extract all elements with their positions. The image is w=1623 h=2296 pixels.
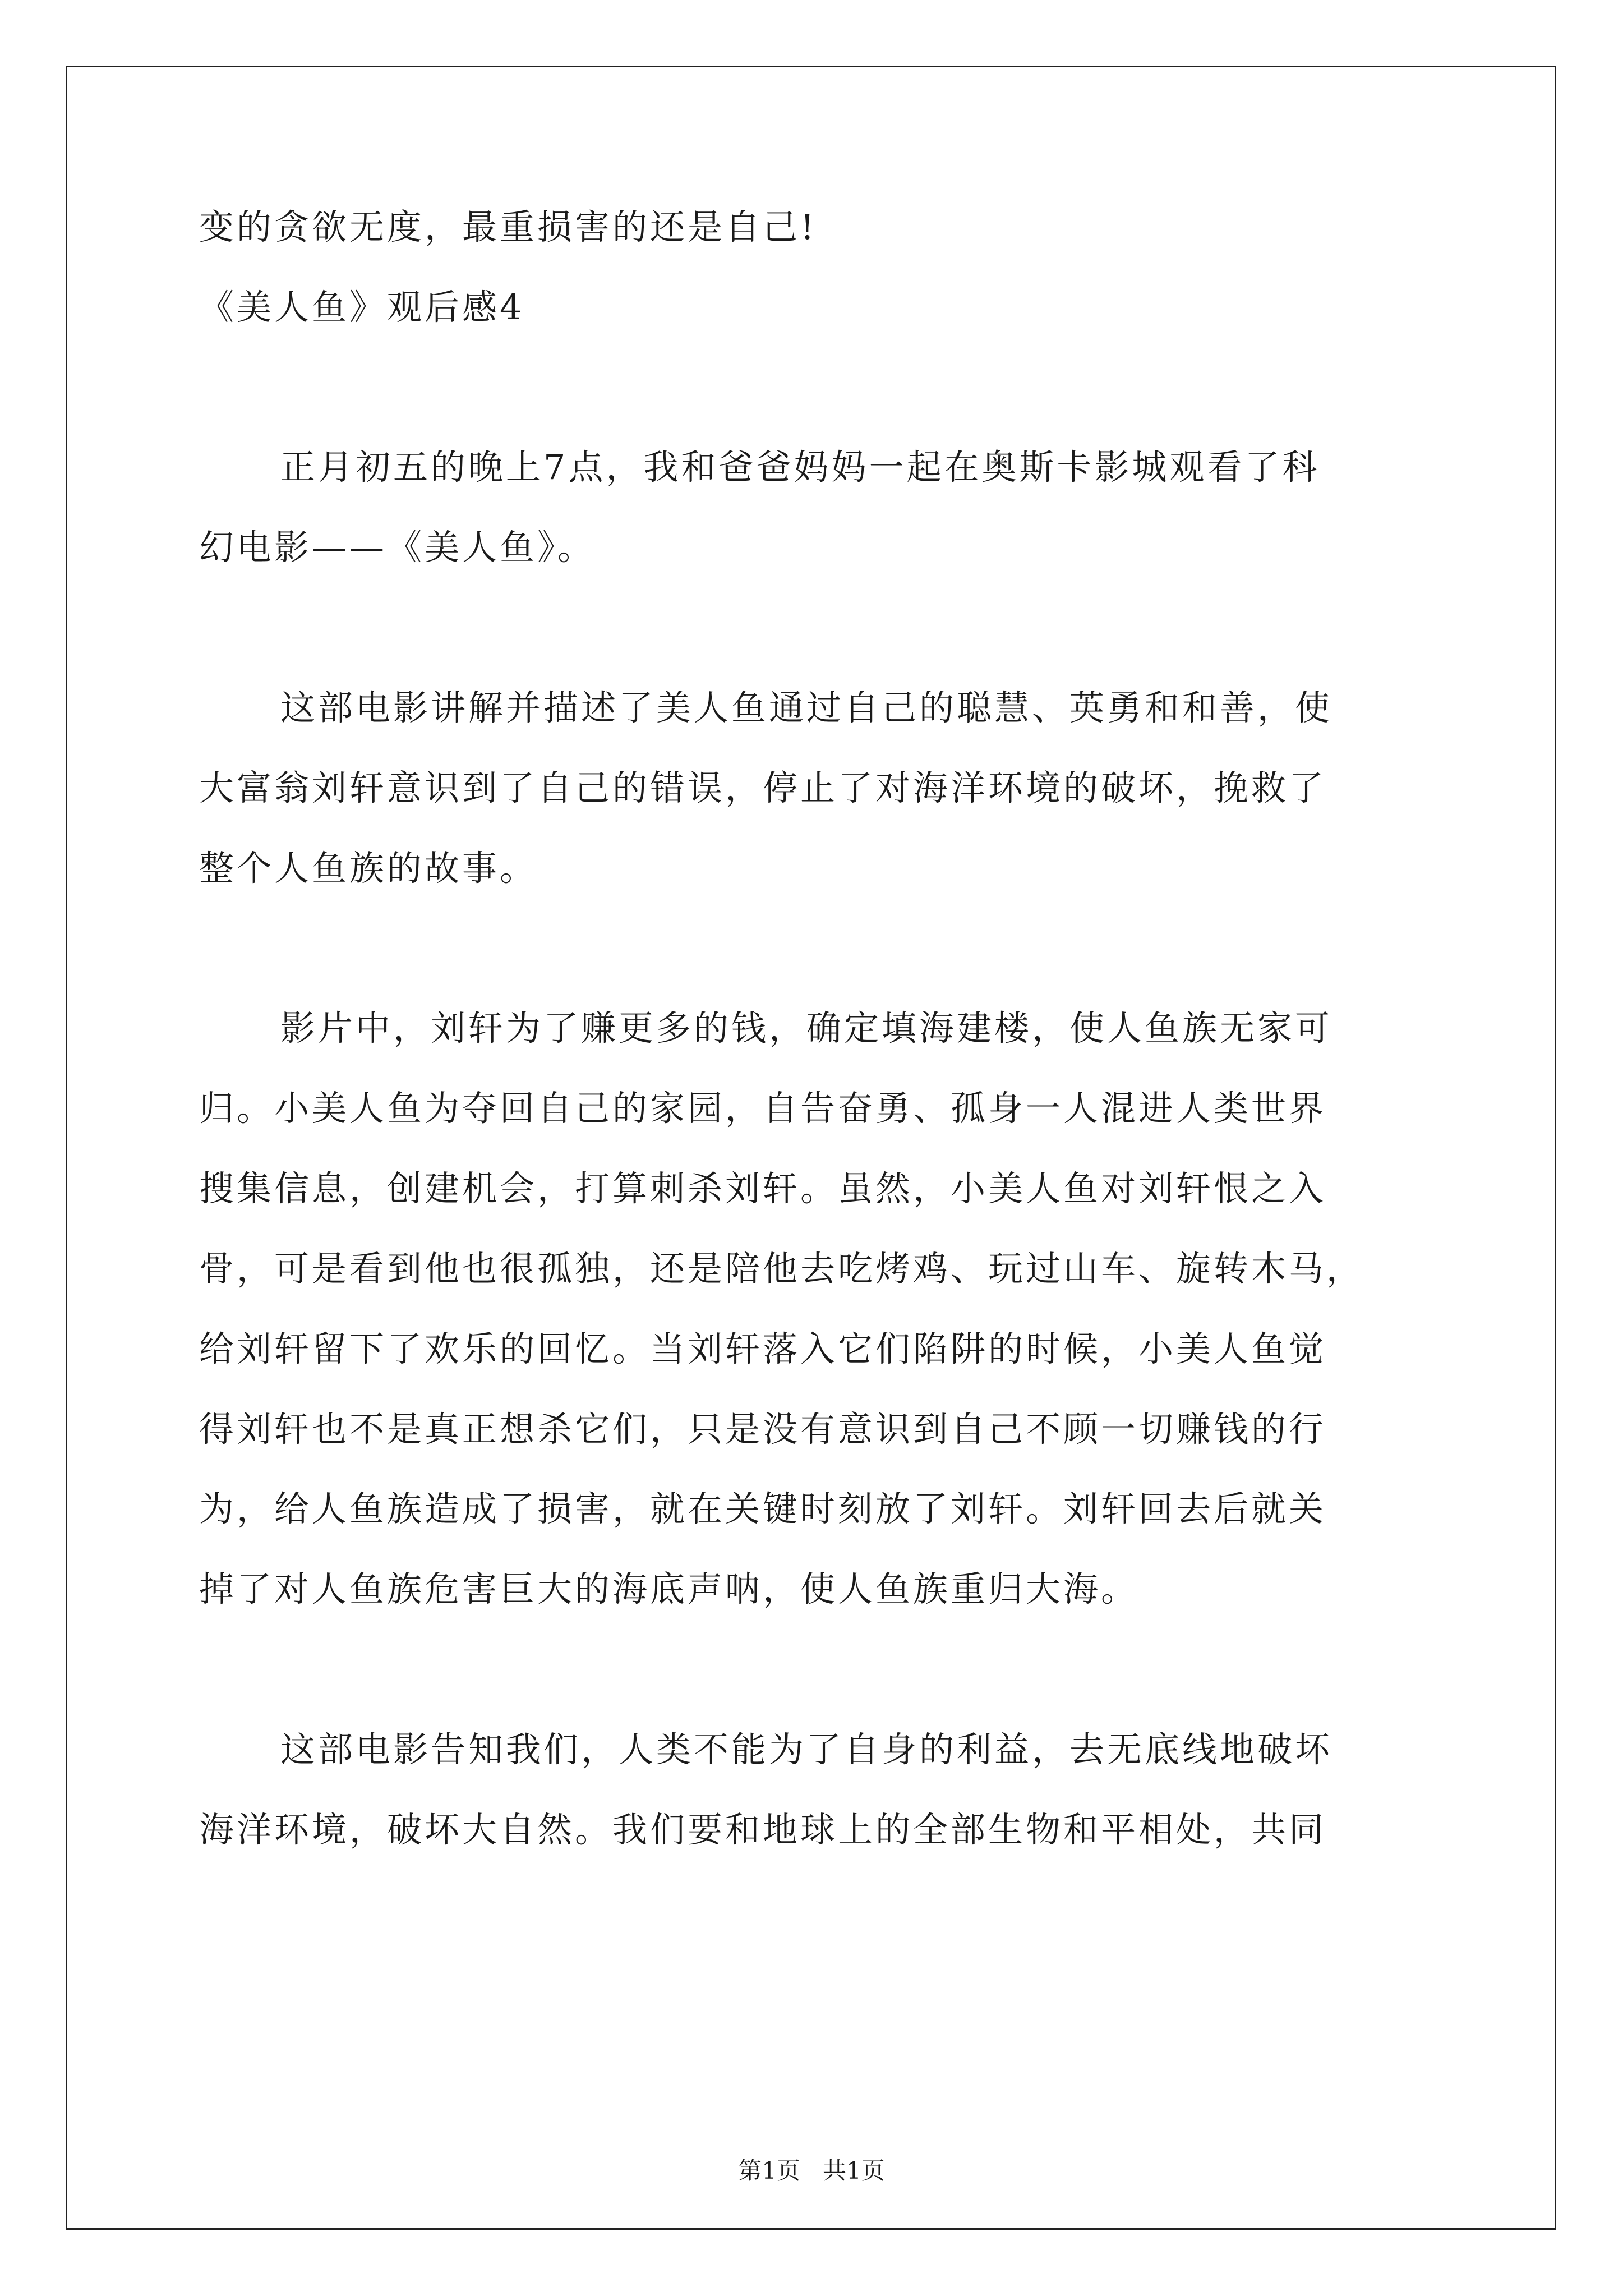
page-number-footer: 第1页 共1页 <box>738 2157 885 2184</box>
paragraph-line: 这部电影告知我们，人类不能为了自身的利益，去无底线地破坏 <box>280 1729 1333 1770</box>
text-line: 大富翁刘轩意识到了自己的错误，停止了对海洋环境的破坏，挽救了 <box>199 767 1327 808</box>
text-line: 搜集信息，创建机会，打算刺杀刘轩。虽然，小美人鱼对刘轩恨之入 <box>199 1168 1327 1209</box>
paragraph-line: 影片中，刘轩为了赚更多的钱，确定填海建楼，使人鱼族无家可 <box>280 1007 1333 1048</box>
paragraph-line: 正月初五的晚上7点，我和爸爸妈妈一起在奥斯卡影城观看了科 <box>280 447 1320 487</box>
text-line: 掉了对人鱼族危害巨大的海底声呐，使人鱼族重归大海。 <box>199 1568 1139 1609</box>
text-line: 得刘轩也不是真正想杀它们，只是没有意识到自己不顾一切赚钱的行 <box>199 1409 1327 1450</box>
text-line: 幻电影——《美人鱼》。 <box>199 527 596 568</box>
text-line: 骨，可是看到他也很孤独，还是陪他去吃烤鸡、玩过山车、旋转木马， <box>199 1248 1364 1289</box>
section-heading: 《美人鱼》观后感4 <box>199 287 525 328</box>
text-line: 海洋环境，破坏大自然。我们要和地球上的全部生物和平相处，共同 <box>199 1809 1327 1850</box>
text-line: 整个人鱼族的故事。 <box>199 848 538 889</box>
page-border <box>66 66 1556 2230</box>
paragraph-line: 这部电影讲解并描述了美人鱼通过自己的聪慧、英勇和和善，使 <box>280 687 1333 728</box>
text-line: 变的贪欲无度，最重损害的还是自己! <box>199 206 817 247</box>
text-line: 给刘轩留下了欢乐的回忆。当刘轩落入它们陷阱的时候，小美人鱼觉 <box>199 1328 1327 1369</box>
text-line: 归。小美人鱼为夺回自己的家园，自告奋勇、孤身一人混进人类世界 <box>199 1088 1327 1129</box>
text-line: 为，给人鱼族造成了损害，就在关键时刻放了刘轩。刘轩回去后就关 <box>199 1488 1327 1529</box>
